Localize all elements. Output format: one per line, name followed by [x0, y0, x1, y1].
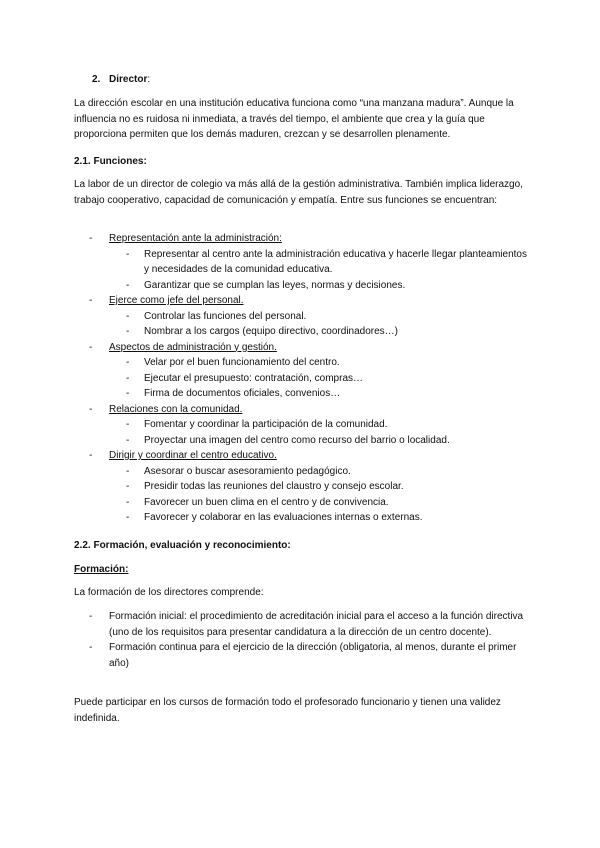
funciones-list [74, 231, 530, 526]
formacion-list [74, 609, 530, 671]
formacion-intro: La formación de los directores comprende: [74, 587, 264, 598]
dash-bullet: - [126, 279, 130, 291]
section-title-colon: : [147, 74, 151, 85]
subitem-text: Garantizar que se cumplan las leyes, normas y decisiones. [144, 279, 406, 291]
dash-bullet: - [126, 372, 130, 384]
formacion-item [74, 609, 530, 640]
subitem-text: Firma de documentos oficiales, convenios… [144, 388, 341, 399]
dash-bullet: - [126, 388, 130, 399]
dash-bullet: - [126, 310, 130, 322]
funcion-subitem [74, 510, 530, 526]
formacion-item-text: Formación continua para el ejercicio de la dirección (obligatoria, al menos, durante el primer año) [109, 642, 517, 669]
funcion-item [74, 448, 530, 464]
dash-bullet: - [126, 326, 130, 337]
funcion-subitem [74, 278, 530, 294]
formacion-heading: 2.2. Formación, evaluación y reconocimiento: [74, 540, 291, 551]
funcion-subitem [74, 417, 530, 433]
funcion-subitem [74, 433, 530, 449]
funcion-item [74, 340, 530, 356]
funcion-subitem [74, 355, 530, 371]
formacion-closing: Puede participar en los cursos de formación todo el profesorado funcionario y tienen una validez indefinida. [74, 697, 501, 724]
funcion-subitem [74, 324, 530, 340]
funcion-subitem [74, 495, 530, 511]
funcion-item [74, 231, 530, 247]
subitem-text: Ejecutar el presupuesto: contratación, compras… [144, 372, 363, 384]
funcion-subitem [74, 386, 530, 402]
dash-bullet: - [126, 248, 130, 260]
dash-bullet: - [126, 465, 130, 477]
funcion-subitem [74, 479, 530, 495]
funcion-subitem [74, 464, 530, 480]
funciones-heading: 2.1. Funciones: [74, 156, 147, 167]
dash-bullet: - [126, 357, 130, 368]
subitem-text: Nombrar a los cargos (equipo directivo, coordinadores…) [144, 326, 399, 337]
subitem-text: Fomentar y coordinar la participación de la comunidad. [144, 419, 388, 430]
formacion-subheading: Formación: [74, 564, 129, 575]
section-title [92, 72, 392, 88]
section-title-text: Director [109, 74, 148, 85]
section-number: 2. [92, 74, 101, 85]
dash-bullet: - [89, 341, 93, 353]
funcion-title: Aspectos de administración y gestión. [109, 341, 277, 353]
subitem-text: Controlar las funciones del personal. [144, 310, 307, 322]
subitem-text: Presidir todas las reuniones del claustro y consejo escolar. [144, 481, 404, 492]
dash-bullet: - [89, 642, 93, 653]
funcion-title: Representación ante la administración: [109, 233, 282, 244]
funcion-subitem [74, 371, 530, 387]
dash-bullet: - [89, 295, 93, 306]
formacion-item-text: Formación inicial: el procedimiento de acreditación inicial para el acceso a la función directiva (uno de los requisitos para presentar candidatura a la dirección de un centro docente). [109, 611, 524, 638]
subitem-text: Proyectar una imagen del centro como recurso del barrio o localidad. [144, 434, 450, 446]
subitem-text: Favorecer un buen clima en el centro y de convivencia. [144, 496, 389, 508]
funcion-title: Dirigir y coordinar el centro educativo. [109, 450, 277, 461]
funcion-item [74, 402, 530, 418]
funcion-item [74, 293, 530, 309]
dash-bullet: - [126, 419, 130, 430]
dash-bullet: - [126, 481, 130, 492]
dash-bullet: - [126, 496, 130, 508]
section-intro: La dirección escolar en una institución educativa funciona como “una manzana madura”. Aunque la influencia no es ruidosa ni inmediata, a través del tiempo, el ambiente que crea y la guía que proporciona permiten que los demás maduren, crezcan y se desarrollen plenamente. [74, 98, 514, 140]
dash-bullet: - [89, 450, 93, 461]
dash-bullet: - [89, 233, 93, 244]
funciones-intro: La labor de un director de colegio va más allá de la gestión administrativa. También implica liderazgo, trabajo cooperativo, capacidad de comunicación y empatía. Entre sus funciones se encuentran: [74, 179, 523, 206]
dash-bullet: - [126, 512, 130, 523]
dash-bullet: - [126, 434, 130, 446]
formacion-item [74, 640, 530, 671]
dash-bullet: - [89, 611, 93, 622]
funcion-title: Ejerce como jefe del personal. [109, 295, 244, 306]
funcion-subitem [74, 309, 530, 325]
subitem-text: Velar por el buen funcionamiento del centro. [144, 357, 340, 368]
funcion-subitem [74, 247, 530, 278]
subitem-text: Representar al centro ante la administración educativa y hacerle llegar planteamientos y necesidades de la comunidad educativa. [144, 248, 527, 275]
subitem-text: Asesorar o buscar asesoramiento pedagógico. [144, 465, 351, 477]
funcion-title: Relaciones con la comunidad. [109, 403, 243, 415]
dash-bullet: - [89, 403, 93, 415]
subitem-text: Favorecer y colaborar en las evaluaciones internas o externas. [144, 512, 423, 523]
